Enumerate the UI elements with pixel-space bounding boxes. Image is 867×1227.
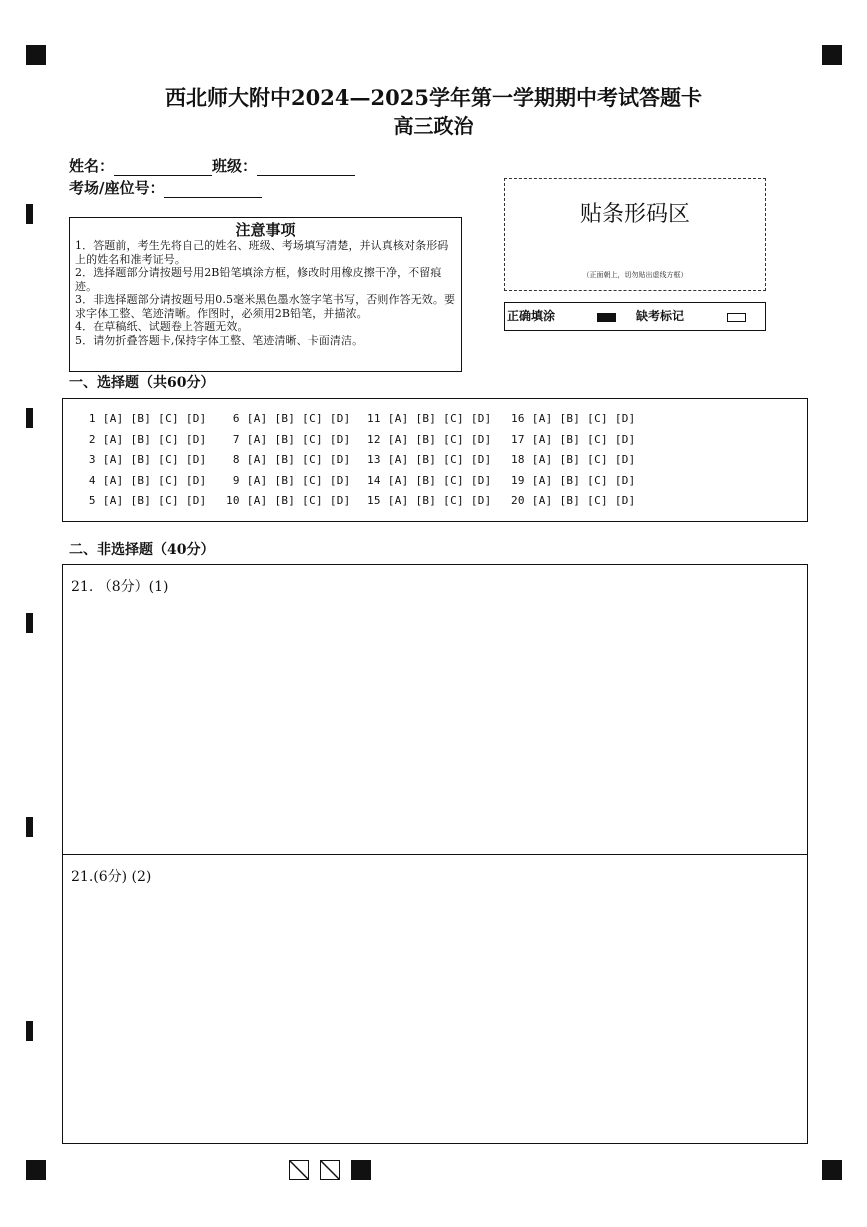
answer-box-21-2[interactable]	[62, 854, 808, 1144]
notice-item: 5．请勿折叠答题卡,保持字体工整、笔迹清晰、卡面清洁。	[75, 333, 364, 347]
question-label: 21.(6分) (2)	[71, 869, 152, 885]
notice-item: 3．非选择题部分请按题号用0.5毫米黑色墨水签字笔书写，否则作答无效。要求字体工整、笔迹清晰。作图时，必须用2B铅笔，并描浓。	[75, 293, 456, 320]
side-mark	[26, 1021, 33, 1041]
notice-item: 2．选择题部分请按题号用2B铅笔填涂方框，修改时用橡皮擦干净，不留痕迹。	[75, 266, 442, 293]
page-title: 西北师大附中2024—2025学年第一学期期中考试答题卡	[165, 85, 702, 110]
choice-column	[367, 409, 492, 512]
side-mark	[26, 204, 33, 224]
class-field[interactable]	[257, 160, 355, 176]
choice-row[interactable]: 6 [A] [B] [C] [D]	[226, 412, 351, 425]
class-label: 班级：	[212, 157, 258, 175]
choice-row[interactable]: 15 [A] [B] [C] [D]	[367, 494, 492, 507]
choice-row[interactable]: 11 [A] [B] [C] [D]	[367, 412, 492, 425]
choice-column	[82, 409, 207, 512]
choice-row[interactable]: 12 [A] [B] [C] [D]	[367, 432, 492, 446]
choice-row[interactable]: 20 [A] [B] [C] [D]	[511, 494, 636, 507]
page-mark-crossed	[320, 1160, 340, 1180]
corner-mark-top-right	[822, 45, 842, 65]
answer-box-21-1[interactable]	[62, 564, 808, 855]
barcode-hint: （正面朝上，切勿贴出虚线方框）	[582, 271, 688, 279]
notice-box	[69, 217, 462, 372]
absent-mark-box[interactable]	[727, 313, 746, 322]
name-label: 姓名：	[69, 157, 115, 175]
seat-label: 考场/座位号：	[69, 179, 165, 197]
choice-row[interactable]: 1 [A] [B] [C] [D]	[82, 412, 207, 425]
seat-field[interactable]	[164, 182, 262, 198]
subject-title: 高三政治	[393, 114, 474, 138]
choice-row[interactable]: 9 [A] [B] [C] [D]	[226, 473, 351, 487]
barcode-area	[504, 178, 766, 291]
choice-row[interactable]: 7 [A] [B] [C] [D]	[226, 432, 351, 446]
correct-fill-label: 正确填涂	[507, 309, 556, 323]
seat-row	[69, 178, 262, 198]
side-mark	[26, 613, 33, 633]
absent-mark-label: 缺考标记	[636, 309, 685, 323]
choice-answer-box	[62, 398, 808, 522]
notice-title: 注意事项	[235, 221, 296, 239]
correct-fill-sample	[597, 313, 616, 322]
barcode-title: 贴条形码区	[579, 202, 690, 227]
corner-mark-bottom-right	[822, 1160, 842, 1180]
notice-item: 1．答题前，考生先将自己的姓名、班级、考场填写清楚，并认真核对条形码上的姓名和准考证号。	[75, 239, 449, 266]
side-mark	[26, 817, 33, 837]
section-title-choice: 一、选择题（共60分）	[69, 375, 215, 391]
choice-row[interactable]: 18 [A] [B] [C] [D]	[511, 453, 636, 466]
choice-column	[226, 409, 351, 512]
choice-row[interactable]: 8 [A] [B] [C] [D]	[226, 453, 351, 466]
notice-item: 4．在草稿纸、试题卷上答题无效。	[75, 320, 249, 333]
choice-row[interactable]: 17 [A] [B] [C] [D]	[511, 432, 636, 446]
choice-column	[511, 409, 636, 512]
corner-mark-top-left	[26, 45, 46, 65]
choice-row[interactable]: 19 [A] [B] [C] [D]	[511, 473, 636, 487]
name-class-row	[69, 156, 355, 176]
choice-row[interactable]: 4 [A] [B] [C] [D]	[82, 473, 207, 487]
name-field[interactable]	[114, 160, 212, 176]
fill-legend	[504, 302, 766, 331]
choice-row[interactable]: 2 [A] [B] [C] [D]	[82, 432, 207, 446]
choice-row[interactable]: 14 [A] [B] [C] [D]	[367, 473, 492, 487]
corner-mark-bottom-left	[26, 1160, 46, 1180]
side-mark	[26, 408, 33, 428]
section-title-nonchoice: 二、非选择题（40分）	[69, 542, 215, 558]
page-mark-filled	[351, 1160, 371, 1180]
choice-row[interactable]: 13 [A] [B] [C] [D]	[367, 453, 492, 466]
question-label: 21. （8分）(1)	[71, 579, 169, 595]
choice-row[interactable]: 10 [A] [B] [C] [D]	[226, 494, 351, 507]
choice-row[interactable]: 5 [A] [B] [C] [D]	[82, 494, 207, 507]
page-mark-crossed	[289, 1160, 309, 1180]
choice-row[interactable]: 16 [A] [B] [C] [D]	[511, 412, 636, 425]
choice-row[interactable]: 3 [A] [B] [C] [D]	[82, 453, 207, 466]
